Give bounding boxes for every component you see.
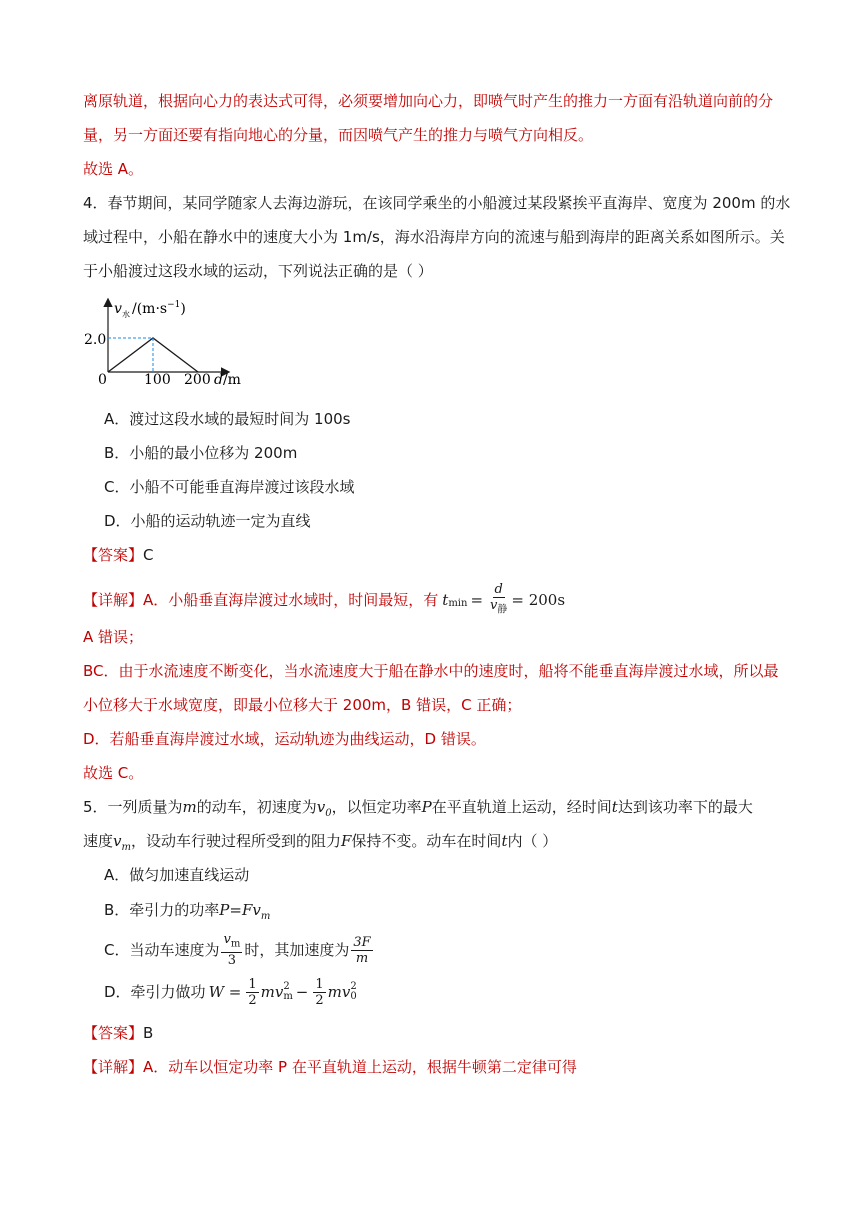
q4-conclusion: 故选 C。 bbox=[83, 764, 144, 782]
detail-a-text: A．小船垂直海岸渡过水域时，时间最短，有 bbox=[143, 590, 439, 609]
q5-option-b: B．牵引力的功率$P=Fv_m$ bbox=[104, 901, 271, 922]
q4-answer bbox=[83, 544, 154, 566]
detail-a-formula: t $_{min}$ = $\frac{d}{v_静}$ = 200s bbox=[442, 582, 566, 616]
detail-tag: 【详解】 bbox=[83, 1058, 144, 1076]
chart-x-label: d/m bbox=[214, 372, 241, 388]
detail-tag: 【详解】 bbox=[83, 590, 144, 609]
q4-detail-a-conclusion: A 错误； bbox=[83, 628, 144, 646]
q4-velocity-distance-chart bbox=[78, 292, 278, 392]
q5-detail-a: 【详解】A．动车以恒定功率 P 在平直轨道上运动，根据牛顿第二定律可得 bbox=[83, 1058, 577, 1076]
q5-option-c: C．当动车速度为 $\frac{v_m}{3}$ 时，其加速度为 $\frac{3F}{m}$ bbox=[104, 932, 371, 968]
chart-x-tick-100: 100 bbox=[144, 372, 171, 388]
answer-tag: 【答案】 bbox=[83, 1024, 144, 1042]
q5-option-a: A．做匀加速直线运动 bbox=[104, 866, 250, 884]
answer-tag: 【答案】 bbox=[83, 546, 144, 564]
q5-stem-line1: 5．一列质量为m的动车，初速度为$v_0$，以恒定功率P在平直轨道上运动，经时间t达到该功率下的最大 bbox=[83, 798, 753, 819]
chart-y-label-sub: 水 bbox=[122, 310, 130, 319]
q4-option-b: B．小船的最小位移为 200m bbox=[104, 444, 298, 462]
q4-detail-d: D．若船垂直海岸渡过水域，运动轨迹为曲线运动，D 错误。 bbox=[83, 730, 486, 748]
q4-option-a: A．渡过这段水域的最短时间为 100s bbox=[104, 410, 351, 428]
chart-y-tick-2: 2.0 bbox=[84, 332, 107, 348]
q4-option-d: D．小船的运动轨迹一定为直线 bbox=[104, 512, 311, 530]
q4-detail-bc-line1: BC．由于水流速度不断变化，当水流速度大于船在静水中的速度时，船将不能垂直海岸渡过水域，所以最 bbox=[83, 662, 779, 680]
q5-option-d: D．牵引力做功 W = $\frac{1}{2}$ mv 2 m − $\frac{1}{2}$ mv 2 0 bbox=[104, 976, 357, 1008]
fraction-vm-over-3: $\frac{v_m}{3}$ bbox=[223, 932, 241, 968]
q4-stem-line3: 于小船渡过这段水域的运动，下列说法正确的是（ ） bbox=[83, 262, 433, 280]
answer-value: C bbox=[143, 546, 154, 564]
chart-x-tick-0: 0 bbox=[98, 372, 107, 388]
chart-y-label-v: v bbox=[114, 301, 122, 317]
answer-value: B bbox=[143, 1024, 154, 1042]
q3-text-line1: 离原轨道，根据向心力的表达式可得，必须要增加向心力，即喷气时产生的推力一方面有沿轨道向前的分 bbox=[83, 92, 774, 110]
fraction-half-2: $\frac{1}{2}$ bbox=[315, 976, 324, 1008]
q5-answer bbox=[83, 1022, 153, 1044]
fraction-3f-over-m: $\frac{3F}{m}$ bbox=[353, 934, 371, 966]
q4-stem-line2: 域过程中，小船在静水中的速度大小为 1m/s，海水沿海岸方向的流速与船到海岸的距离关系如图所示。关 bbox=[83, 228, 785, 246]
q4-detail-bc-line2: 小位移大于水域宽度，即最小位移大于 200m，B 错误，C 正确； bbox=[83, 696, 522, 714]
fraction-half-1: $\frac{1}{2}$ bbox=[248, 976, 257, 1008]
q3-conclusion: 故选 A。 bbox=[83, 160, 144, 178]
chart-x-tick-200: 200 bbox=[184, 372, 211, 388]
q4-detail-a bbox=[83, 582, 565, 618]
q3-text-line2: 量，另一方面还要有指向地心的分量，而因喷气产生的推力与喷气方向相反。 bbox=[83, 126, 594, 144]
q4-option-c: C．小船不可能垂直海岸渡过该段水域 bbox=[104, 478, 355, 496]
q5-stem-line2: 速度$v_m$，设动车行驶过程所受到的阻力F保持不变。动车在时间t内（ ） bbox=[83, 832, 558, 853]
q4-stem-line1: 4．春节期间，某同学随家人去海边游玩，在该同学乘坐的小船渡过某段紧挨平直海岸、宽度为 200m 的水 bbox=[83, 194, 791, 212]
chart-y-label-unit: $/(m\cdot s^{-1})$ bbox=[132, 300, 186, 317]
fraction-d-over-v: $\frac{d}{v_静}$ bbox=[490, 582, 508, 616]
